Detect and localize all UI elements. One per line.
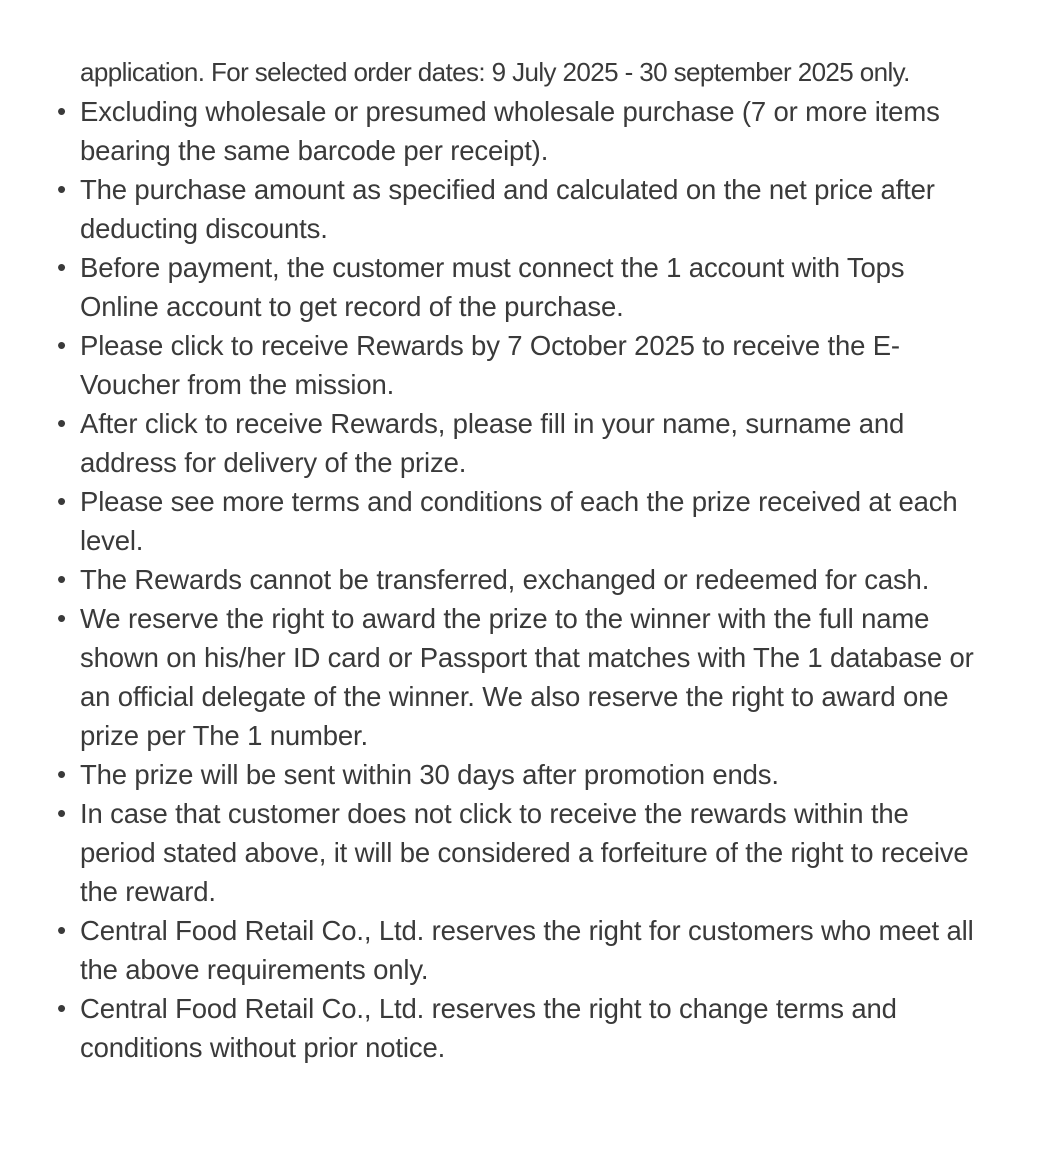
bullet-icon: • <box>57 759 66 789</box>
terms-lead-text: application. For selected order dates: 9 July 2025 - 30 september 2025 only. <box>80 57 910 87</box>
bullet-icon: • <box>57 603 66 633</box>
bullet-icon: • <box>57 408 66 438</box>
list-item <box>0 911 1050 989</box>
list-item <box>0 599 1050 755</box>
bullet-icon: • <box>57 564 66 594</box>
list-item-text: Central Food Retail Co., Ltd. reserves the right to change terms and conditions without prior notice. <box>80 993 897 1063</box>
bullet-icon: • <box>57 915 66 945</box>
list-item-text: Please click to receive Rewards by 7 October 2025 to receive the E-Voucher from the mission. <box>80 330 900 400</box>
list-item-text: Central Food Retail Co., Ltd. reserves the right for customers who meet all the above requirements only. <box>80 915 974 985</box>
list-item <box>0 989 1050 1067</box>
list-item-text: We reserve the right to award the prize to the winner with the full name shown on his/her ID card or Passport that matches with The 1 database or an official delegate of the winner. We also reserve the right to award one prize per The 1 number. <box>80 603 974 751</box>
list-item-text: The prize will be sent within 30 days after promotion ends. <box>80 759 779 790</box>
list-item <box>0 326 1050 404</box>
list-item <box>0 170 1050 248</box>
bullet-icon: • <box>57 486 66 516</box>
list-item <box>0 92 1050 170</box>
list-item <box>0 404 1050 482</box>
list-item-text: Please see more terms and conditions of each the prize received at each level. <box>80 486 958 556</box>
bullet-icon: • <box>57 96 66 126</box>
list-item-text: In case that customer does not click to receive the rewards within the period stated above, it will be considered a forfeiture of the right to receive the reward. <box>80 798 969 907</box>
bullet-icon: • <box>57 252 66 282</box>
list-item-text: The Rewards cannot be transferred, exchanged or redeemed for cash. <box>80 564 930 595</box>
terms-and-conditions <box>0 53 1050 1067</box>
bullet-icon: • <box>57 174 66 204</box>
list-item-text: After click to receive Rewards, please fill in your name, surname and address for delivery of the prize. <box>80 408 905 478</box>
bullet-icon: • <box>57 798 66 828</box>
list-item-text: Excluding wholesale or presumed wholesale purchase (7 or more items bearing the same barcode per receipt). <box>80 96 940 166</box>
terms-bullet-list <box>0 92 1050 1067</box>
list-item <box>0 794 1050 911</box>
list-item-text: The purchase amount as specified and calculated on the net price after deducting discounts. <box>80 174 935 244</box>
list-item <box>0 248 1050 326</box>
bullet-icon: • <box>57 330 66 360</box>
list-item <box>0 560 1050 599</box>
list-item-text: Before payment, the customer must connect the 1 account with Tops Online account to get record of the purchase. <box>80 252 905 322</box>
bullet-icon: • <box>57 993 66 1023</box>
list-item <box>0 482 1050 560</box>
list-item <box>0 755 1050 794</box>
